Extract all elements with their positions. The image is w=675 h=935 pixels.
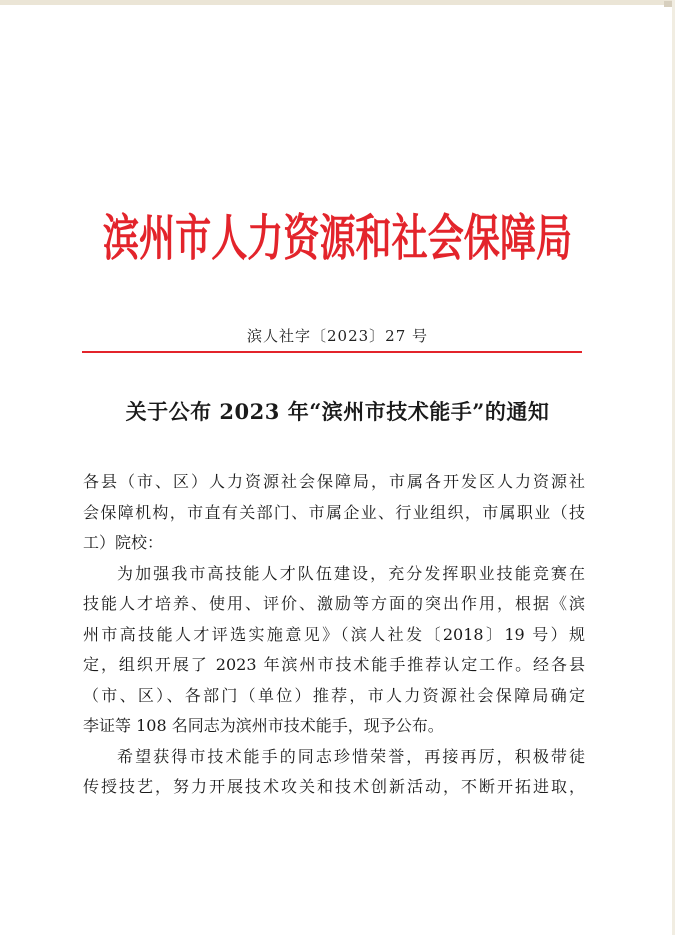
scan-top-edge — [0, 0, 675, 5]
body-line: 技能人才培养、使用、评价、激励等方面的突出作用，根据《滨 — [83, 594, 585, 613]
body-line: 李证等 108 名同志为滨州市技术能手，现予公布。 — [83, 716, 444, 735]
letterhead-title: 滨州市人力资源和社会保障局 — [102, 210, 573, 268]
body-line: 各县（市、区）人力资源社会保障局，市属各开发区人力资源社 — [83, 472, 585, 491]
body-line: 州市高技能人才评选实施意见》（滨人社发〔2018〕19 号）规 — [83, 624, 585, 644]
scan-corner-mark — [664, 1, 672, 7]
body-line: 会保障机构，市直有关部门、市属企业、行业组织，市属职业（技 — [83, 502, 585, 522]
body-line: （市、区）、各部门（单位）推荐，市人力资源社会保障局确定 — [83, 685, 585, 705]
body-line: 为加强我市高技能人才队伍建设，充分发挥职业技能竞赛在 — [117, 563, 585, 583]
body-line: 传授技艺，努力开展技术攻关和技术创新活动，不断开拓进取， — [83, 777, 585, 796]
body-line: 希望获得市技术能手的同志珍惜荣誉，再接再厉，积极带徒 — [117, 746, 585, 766]
notice-title: 关于公布 2023 年“滨州市技术能手”的通知 — [125, 399, 550, 424]
body-line: 定，组织开展了 2023 年滨州市技术能手推荐认定工作。经各县 — [83, 655, 585, 674]
notice-body — [83, 467, 585, 803]
body-line: 工）院校： — [83, 533, 164, 552]
red-divider-line — [82, 351, 582, 353]
document-number: 滨人社字〔2023〕27 号 — [246, 327, 429, 345]
